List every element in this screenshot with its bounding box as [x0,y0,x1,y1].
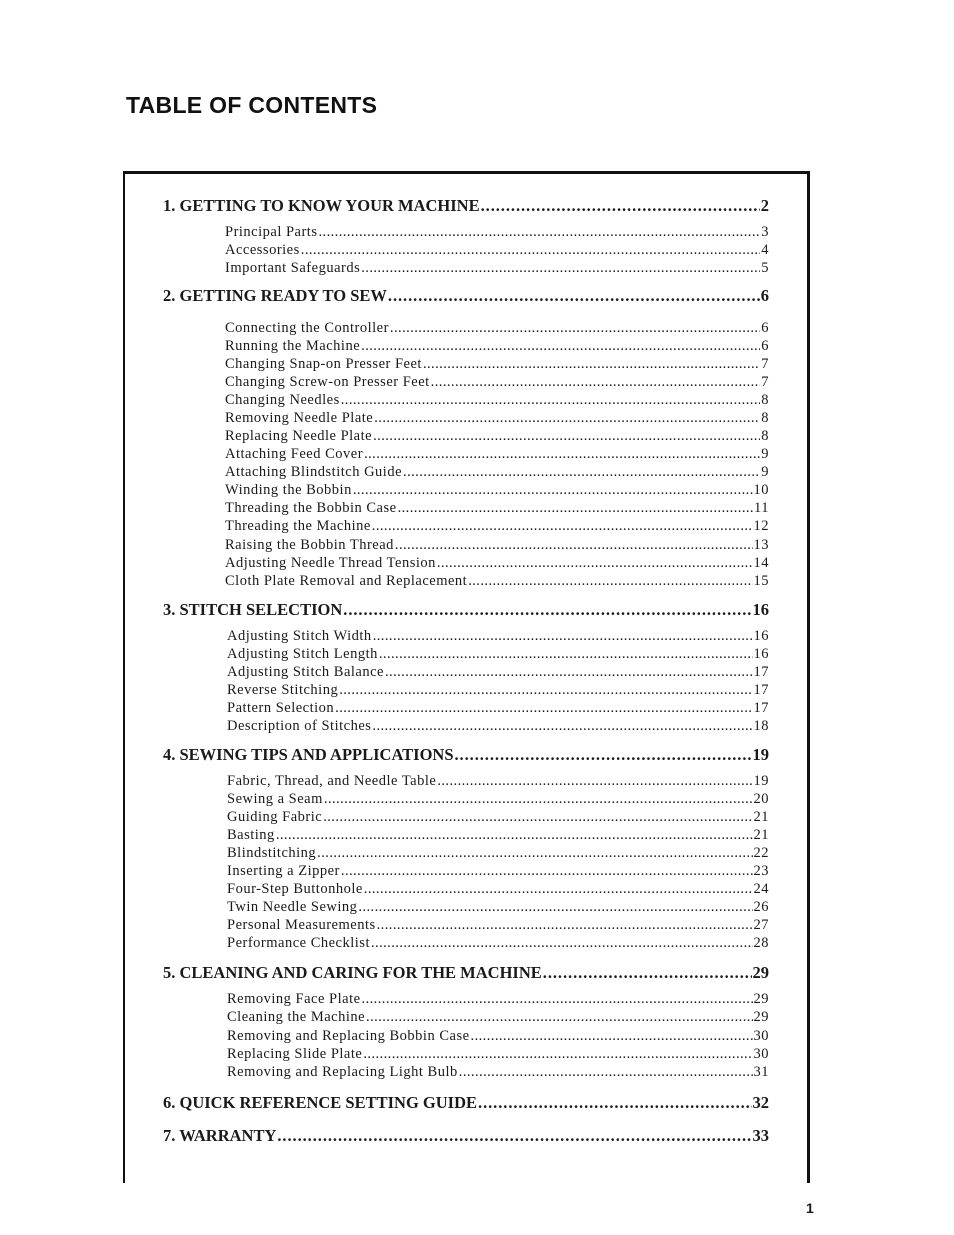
toc-entry-page: 8 [761,428,769,444]
toc-section-page: 6 [760,286,769,305]
toc-entry [225,446,769,463]
dot-leader [388,286,760,306]
toc-entry-label: Removing Needle Plate [225,410,374,426]
toc-entry-page: 29 [753,1009,769,1025]
toc-entry-label: Winding the Bobbin [225,482,352,498]
toc-entry [225,356,769,373]
dot-leader [353,482,753,499]
dot-leader [341,392,761,409]
toc-entry-label: Adjusting Stitch Length [227,646,378,662]
toc-entry-page: 23 [753,863,769,879]
dot-leader [398,500,753,517]
toc-entry-label: Cloth Plate Removal and Replacement [225,573,468,589]
toc-section-page: 19 [752,745,769,764]
toc-entry-label: Pattern Selection [227,700,335,716]
toc-entry-page: 16 [753,646,769,662]
toc-entry-page: 17 [753,682,769,698]
dot-leader [318,224,760,241]
toc-entry [227,863,769,880]
toc-section-page: 29 [752,963,769,982]
dot-leader [459,1064,753,1081]
toc-section-page: 16 [752,600,769,619]
toc-entry-page: 6 [761,338,769,354]
toc-entry [227,791,769,808]
toc-entry [227,1064,769,1081]
toc-section-page: 2 [760,196,769,215]
dot-leader [362,991,753,1008]
toc-entry-label: Attaching Feed Cover [225,446,364,462]
dot-leader [366,1009,752,1026]
dot-leader [372,718,752,735]
dot-leader [481,196,760,216]
toc-entry [225,260,769,277]
toc-entry-page: 17 [753,664,769,680]
toc-entry-page: 18 [753,718,769,734]
toc-entry [227,845,769,862]
toc-section-page: 32 [752,1093,769,1112]
toc-entry [225,410,769,427]
dot-leader [339,682,752,699]
toc-entry-label: Replacing Slide Plate [227,1046,363,1062]
dot-leader [373,428,760,445]
toc-entry [225,482,769,499]
toc-entry-label: Running the Machine [225,338,361,354]
dot-leader [395,537,753,554]
dot-leader [276,827,753,844]
toc-entry-label: Reverse Stitching [227,682,339,698]
toc-section-label: 4. SEWING TIPS AND APPLICATIONS [163,745,454,764]
dot-leader [343,600,751,620]
dot-leader [373,628,753,645]
toc-entry [227,646,769,663]
toc-entry-page: 9 [761,464,769,480]
toc-entry-page: 11 [754,500,769,516]
toc-entry-label: Blindstitching [227,845,317,861]
page-number: 1 [806,1200,814,1216]
toc-entry-label: Removing and Replacing Light Bulb [227,1064,458,1080]
toc-entry-label: Accessories [225,242,300,258]
toc-entry [225,537,769,554]
toc-entry-page: 7 [761,356,769,372]
dot-leader [431,374,761,391]
toc-entry-label: Adjusting Stitch Balance [227,664,384,680]
toc-section [163,286,769,306]
toc-entry [225,428,769,445]
toc-entry [227,628,769,645]
toc-entry [227,827,769,844]
toc-entry [225,338,769,355]
toc-entry [225,374,769,391]
toc-entry-page: 30 [753,1046,769,1062]
toc-entry-page: 5 [761,260,769,276]
toc-entry-page: 19 [753,773,769,789]
toc-entry [227,1046,769,1063]
toc-entry-page: 28 [753,935,769,951]
toc-section [163,1093,769,1113]
toc-entry-page: 9 [761,446,769,462]
toc-entry [227,991,769,1008]
toc-entry-label: Inserting a Zipper [227,863,340,879]
dot-leader [423,356,760,373]
dot-leader [377,917,753,934]
toc-entry-page: 20 [753,791,769,807]
toc-entry [225,518,769,535]
toc-section [163,600,769,620]
toc-section [163,745,769,765]
toc-entry-label: Four-Step Buttonhole [227,881,363,897]
dot-leader [277,1126,751,1146]
toc-section-label: 5. CLEANING AND CARING FOR THE MACHINE [163,963,542,982]
toc-section-label: 1. GETTING TO KNOW YOUR MACHINE [163,196,480,215]
dot-leader [468,573,752,590]
toc-entry [227,682,769,699]
toc-entry-page: 3 [761,224,769,240]
toc-entry [225,500,769,517]
toc-section [163,196,769,216]
toc-entry [225,320,769,337]
toc-entry-label: Removing and Replacing Bobbin Case [227,1028,470,1044]
toc-entry [227,718,769,735]
toc-entry [225,464,769,481]
toc-entry-label: Threading the Machine [225,518,371,534]
toc-entry-page: 26 [753,899,769,915]
toc-entry-page: 15 [753,573,769,589]
toc-entry-label: Removing Face Plate [227,991,361,1007]
dot-leader [371,935,753,952]
dot-leader [323,809,752,826]
dot-leader [390,320,760,337]
dot-leader [358,899,752,916]
toc-entry-label: Principal Parts [225,224,318,240]
toc-entry-label: Basting [227,827,275,843]
toc-entry-page: 12 [753,518,769,534]
toc-entry-page: 31 [753,1064,769,1080]
toc-entry [225,555,769,572]
toc-entry-label: Guiding Fabric [227,809,323,825]
toc-entry-label: Description of Stitches [227,718,372,734]
toc-entry [227,700,769,717]
toc-entry-label: Changing Screw-on Presser Feet [225,374,430,390]
toc-entry-label: Replacing Needle Plate [225,428,373,444]
toc-section-label: 2. GETTING READY TO SEW [163,286,387,305]
toc-entry-label: Cleaning the Machine [227,1009,366,1025]
toc-entry-label: Attaching Blindstitch Guide [225,464,403,480]
toc-entry-page: 21 [753,827,769,843]
toc-entry-label: Changing Needles [225,392,340,408]
dot-leader [364,881,753,898]
toc-section-label: 7. WARRANTY [163,1126,277,1145]
toc-entry [227,899,769,916]
toc-section-label: 6. QUICK REFERENCE SETTING GUIDE [163,1093,478,1112]
toc-entry-page: 17 [753,700,769,716]
toc-entry-page: 29 [753,991,769,1007]
dot-leader [478,1093,751,1113]
toc-entry-label: Raising the Bobbin Thread [225,537,394,553]
page-title: TABLE OF CONTENTS [126,92,378,118]
toc-entry-label: Threading the Bobbin Case [225,500,397,516]
toc-entry-label: Fabric, Thread, and Needle Table [227,773,437,789]
dot-leader [437,773,752,790]
toc-entry-label: Sewing a Seam [227,791,323,807]
toc-entry-page: 14 [753,555,769,571]
toc-entry-label: Changing Snap-on Presser Feet [225,356,422,372]
dot-leader [324,791,753,808]
dot-leader [361,338,760,355]
dot-leader [341,863,753,880]
toc-entry-label: Important Safeguards [225,260,361,276]
toc-entry-page: 6 [761,320,769,336]
dot-leader [364,446,760,463]
toc-entry-page: 30 [753,1028,769,1044]
toc-entry [227,881,769,898]
toc-entry-page: 24 [753,881,769,897]
toc-entry [225,573,769,590]
toc-section-page: 33 [752,1126,769,1145]
toc-entry-page: 22 [753,845,769,861]
toc-section [163,963,769,983]
toc-entry-page: 7 [761,374,769,390]
dot-leader [335,700,752,717]
toc-entry-label: Personal Measurements [227,917,376,933]
dot-leader [363,1046,752,1063]
toc-entry [227,809,769,826]
dot-leader [437,555,753,572]
dot-leader [385,664,753,681]
toc-entry [227,917,769,934]
dot-leader [543,963,752,983]
toc-entry-page: 27 [753,917,769,933]
toc-entry-page: 10 [753,482,769,498]
toc-entry-label: Connecting the Controller [225,320,389,336]
toc-entry [227,1028,769,1045]
toc-entry-label: Adjusting Needle Thread Tension [225,555,436,571]
toc-entry [225,392,769,409]
toc-entry-page: 8 [761,392,769,408]
toc-section [163,1126,769,1146]
toc-entry-page: 4 [761,242,769,258]
dot-leader [361,260,760,277]
toc-entry [225,242,769,259]
toc-entry [227,935,769,952]
dot-leader [455,745,752,765]
toc-entry-label: Performance Checklist [227,935,370,951]
dot-leader [471,1028,753,1045]
dot-leader [372,518,753,535]
toc-entry-label: Adjusting Stitch Width [227,628,372,644]
toc-entry-page: 13 [753,537,769,553]
dot-leader [379,646,753,663]
dot-leader [403,464,760,481]
toc-entry-label: Twin Needle Sewing [227,899,358,915]
dot-leader [374,410,760,427]
toc-entry-page: 16 [753,628,769,644]
toc-entry-page: 21 [753,809,769,825]
toc-entry [227,1009,769,1026]
toc-section-label: 3. STITCH SELECTION [163,600,343,619]
toc-entry [227,664,769,681]
toc-entry-page: 8 [761,410,769,426]
toc-entry [225,224,769,241]
toc-entry [227,773,769,790]
dot-leader [301,242,760,259]
dot-leader [317,845,752,862]
